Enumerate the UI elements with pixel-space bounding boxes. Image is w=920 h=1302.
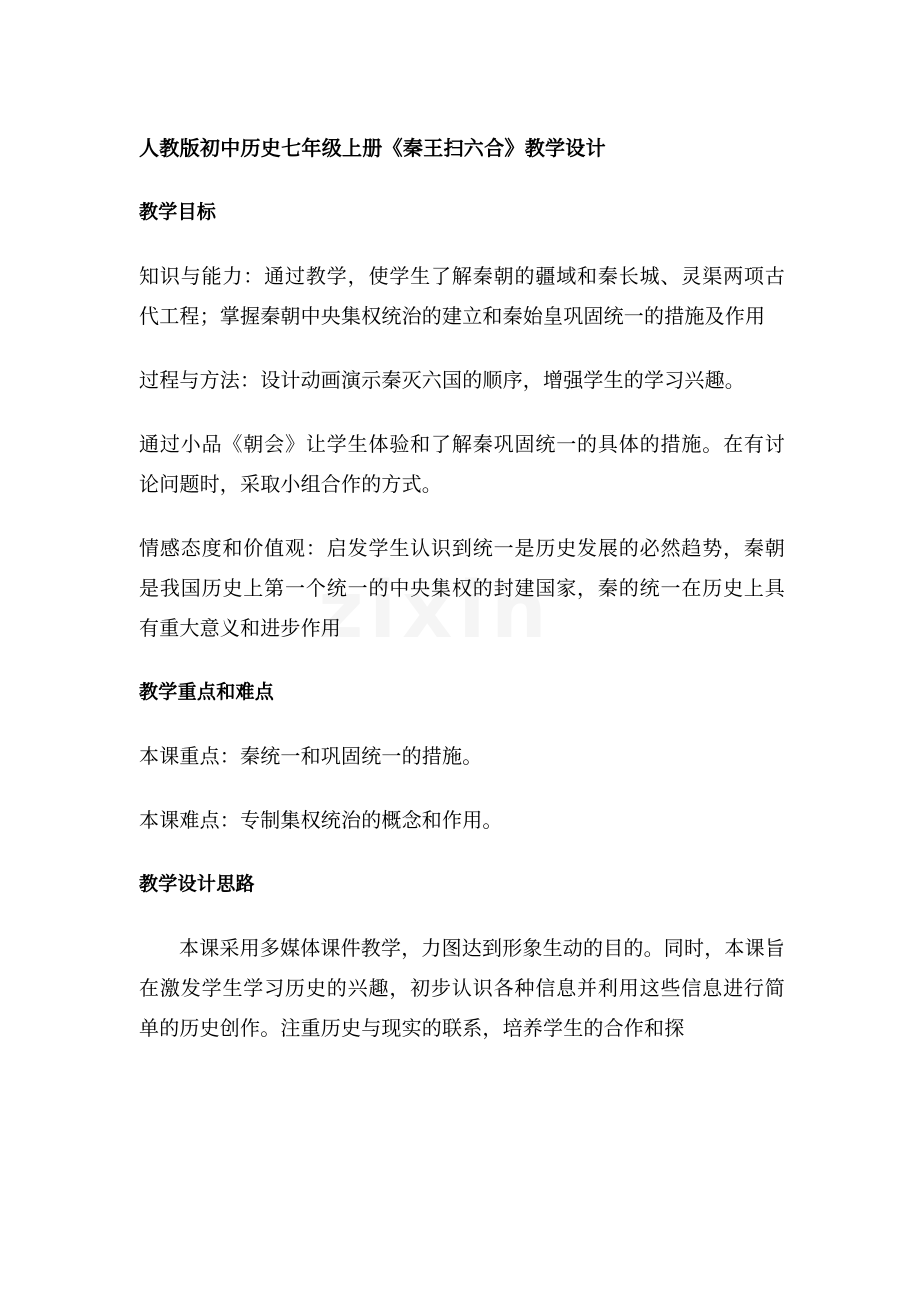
- objective-emotion: 情感态度和价值观：启发学生认识到统一是历史发展的必然趋势，秦朝是我国历史上第一个统一的中央集权的封建国家，秦的统一在历史上具有重大意义和进步作用: [139, 536, 785, 640]
- objective-process: 过程与方法：设计动画演示秦灭六国的顺序，增强学生的学习兴趣。: [139, 368, 745, 392]
- design-body: 本课采用多媒体课件教学，力图达到形象生动的目的。同时，本课旨在激发学生学习历史的兴趣，初步认识各种信息并利用这些信息进行简单的历史创作。注重历史与现实的联系，培养学生的合作和探: [139, 936, 785, 1040]
- document-body: [139, 128, 785, 1048]
- document-title: 人教版初中历史七年级上册《秦王扫六合》教学设计: [139, 136, 606, 160]
- key-point-difficulty: 本课难点：专制集权统治的概念和作用。: [139, 808, 503, 832]
- key-point-focus: 本课重点：秦统一和巩固统一的措施。: [139, 744, 483, 768]
- heading-design: 教学设计思路: [139, 873, 255, 895]
- heading-objectives: 教学目标: [139, 201, 217, 223]
- objective-process-continued: 通过小品《朝会》让学生体验和了解秦巩固统一的具体的措施。在有讨论问题时，采取小组合作的方式。: [139, 432, 785, 496]
- objective-knowledge: 知识与能力：通过教学，使学生了解秦朝的疆域和秦长城、灵渠两项古代工程；掌握秦朝中央集权统治的建立和秦始皇巩固统一的措施及作用: [139, 264, 785, 328]
- heading-key-points: 教学重点和难点: [139, 681, 275, 703]
